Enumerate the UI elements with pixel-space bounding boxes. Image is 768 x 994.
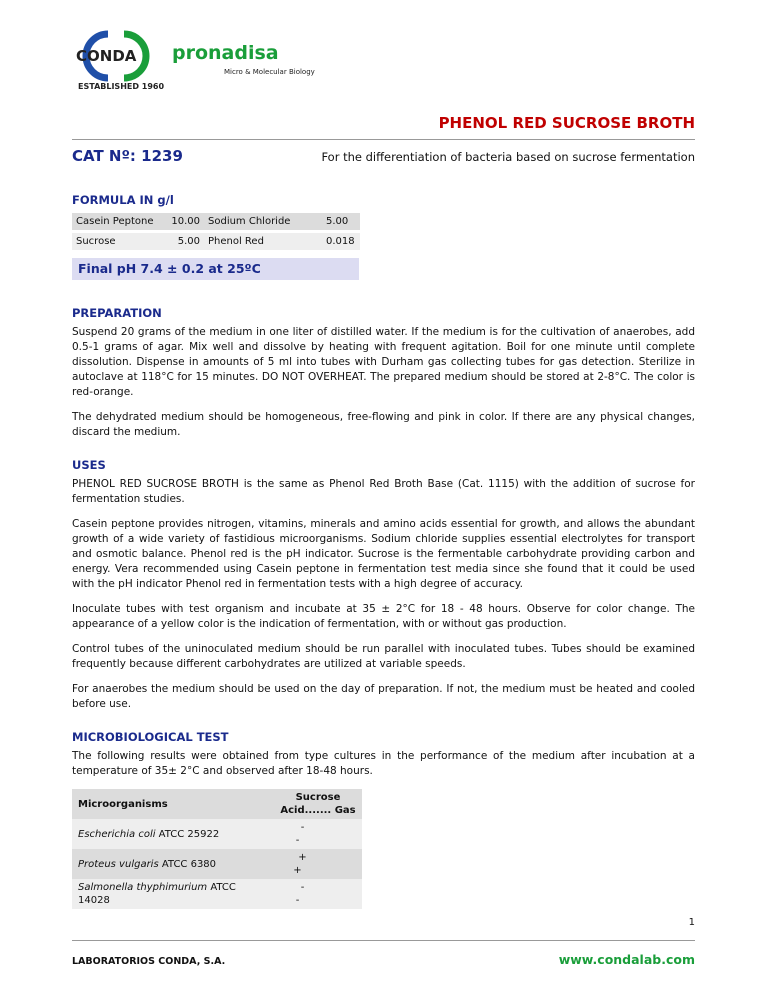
cell [72, 879, 274, 909]
header-cell [274, 789, 362, 819]
cell [274, 849, 362, 879]
micro-heading: MICROBIOLOGICAL TEST [72, 730, 229, 744]
species: Escherichia coli [78, 828, 156, 840]
cell: Casein Peptone [72, 213, 166, 230]
cell: 5.00 [322, 213, 360, 230]
formula-table [72, 210, 360, 253]
acid: - [300, 882, 305, 893]
header-cell: Microorganisms [72, 789, 274, 819]
paragraph: Control tubes of the uninoculated medium should be run parallel with inoculated tubes. Tubes should be examined frequently because different carbohydrates are utilized at variable speeds. [72, 643, 695, 670]
page-number: 1 [688, 917, 695, 928]
header-text: Acid....... Gas [280, 805, 356, 816]
table-row [72, 213, 360, 230]
paragraph: PHENOL RED SUCROSE BROTH is the same as Phenol Red Broth Base (Cat. 1115) with the addition of sucrose for fermentation studies. [72, 478, 695, 505]
product-title: PHENOL RED SUCROSE BROTH [438, 114, 695, 132]
body-content [72, 306, 695, 928]
paragraph: The following results were obtained from type cultures in the performance of the medium after incubation at a temperature of 35± 2°C and observed after 18-48 hours. [72, 750, 695, 777]
acid: - [300, 822, 305, 833]
formula-heading: FORMULA IN g/l [72, 193, 174, 207]
micro-table [72, 789, 362, 909]
company-logos [72, 30, 342, 94]
footer-website[interactable]: www.condalab.com [558, 952, 695, 967]
cell [274, 879, 362, 909]
species: Salmonella thyphimurium [78, 882, 208, 893]
acid: + [298, 852, 307, 863]
table-row [72, 879, 362, 909]
table-row [72, 849, 362, 879]
table-header [72, 789, 362, 819]
species: Proteus vulgaris [78, 858, 159, 870]
catalog-number: CAT Nº: 1239 [72, 147, 183, 165]
gas: - [295, 895, 300, 906]
cell: Phenol Red [204, 233, 322, 250]
divider [72, 139, 695, 140]
gas: - [295, 835, 300, 846]
svg-text:CONDA: CONDA [76, 47, 137, 65]
table-row [72, 819, 362, 849]
cell [274, 819, 362, 849]
paragraph: Suspend 20 grams of the medium in one liter of distilled water. If the medium is for the cultivation of anaerobes, add 0.5-1 grams of agar. Mix well and dissolve by heating with frequent agitation. Boil for one minute until complete dissolution. Dispense in amounts of 5 ml into tubes with Durham gas collecting tubes for gas detection. Sterilize in autoclave at 118°C for 15 minutes. DO NOT OVERHEAT. The prepared medium should be stored at 2-8°C. The color is red-orange. [72, 326, 695, 398]
cell: 5.00 [166, 233, 204, 250]
conda-established: ESTABLISHED 1960 [78, 82, 165, 91]
paragraph: For anaerobes the medium should be used on the day of preparation. If not, the medium must be heated and cooled before use. [72, 683, 695, 710]
pronadisa-tagline: Micro & Molecular Biology [224, 68, 315, 76]
cell: 10.00 [166, 213, 204, 230]
cell: 0.018 [322, 233, 360, 250]
cell: Sodium Chloride [204, 213, 322, 230]
strain: ATCC 6380 [158, 858, 217, 870]
strain: ATCC 14028 [78, 882, 236, 906]
pronadisa-logo: pronadisa [172, 42, 279, 64]
uses-heading: USES [72, 458, 106, 472]
cell [72, 819, 274, 849]
header-text: Sucrose [295, 792, 341, 803]
cell [72, 849, 274, 879]
final-ph: Final pH 7.4 ± 0.2 at 25ºC [72, 258, 359, 280]
divider [72, 940, 695, 941]
gas: + [293, 865, 302, 876]
footer-company: LABORATORIOS CONDA, S.A. [72, 956, 226, 967]
preparation-heading: PREPARATION [72, 306, 162, 320]
subtitle: For the differentiation of bacteria based on sucrose fermentation [321, 150, 695, 164]
conda-logo [72, 30, 162, 82]
paragraph: The dehydrated medium should be homogeneous, free-flowing and pink in color. If there are any physical changes, discard the medium. [72, 411, 695, 438]
paragraph: Inoculate tubes with test organism and incubate at 35 ± 2°C for 18 - 48 hours. Observe for color change. The appearance of a yellow color is the indication of fermentation, with or without gas production. [72, 603, 695, 630]
table-row [72, 233, 360, 250]
paragraph: Casein peptone provides nitrogen, vitamins, minerals and amino acids essential for growth, and allows the abundant growth of a wide variety of fastidious microorganisms. Sodium chloride supplies essential electrolytes for transport and osmotic balance. Phenol red is the pH indicator. Sucrose is the fermentable carbohydrate providing carbon and energy. Vera recommended using Casein peptone in fermentation test media since she found that it could be used with the pH indicator Phenol red in fermentation tests with a high degree of accuracy. [72, 518, 695, 590]
cell: Sucrose [72, 233, 166, 250]
strain: ATCC 25922 [155, 828, 220, 840]
